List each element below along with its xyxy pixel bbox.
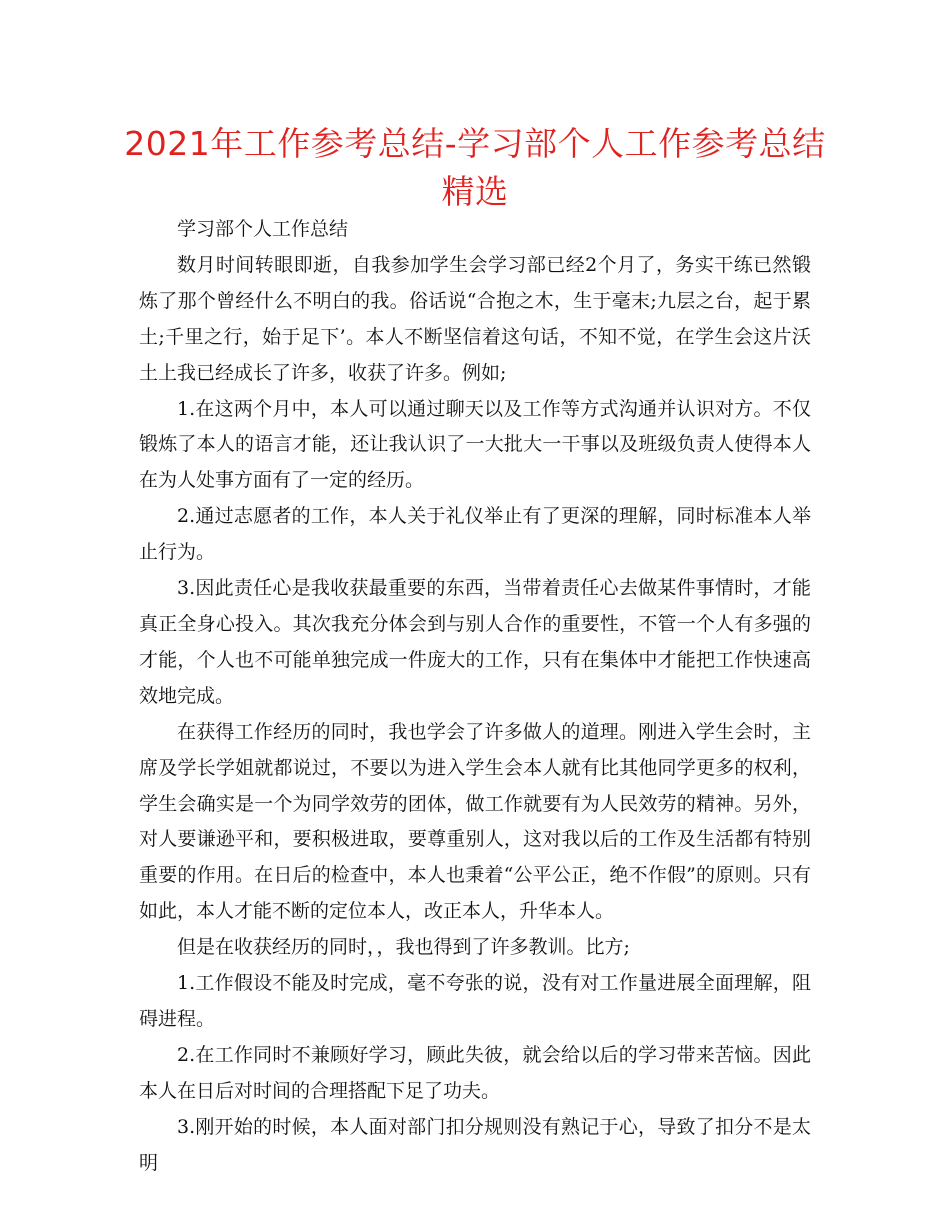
document-body <box>139 212 811 1181</box>
paragraph: 2.通过志愿者的工作，本人关于礼仪举止有了更深的理解，同时标准本人举止行为。 <box>139 505 811 564</box>
paragraph: 2.在工作同时不兼顾好学习，顾此失彼，就会给以后的学习带来苦恼。因此本人在日后对时间的合理搭配下足了功夫。 <box>139 1043 811 1102</box>
paragraph: 3.刚开始的时候，本人面对部门扣分规则没有熟记于心，导致了扣分不是太明 <box>139 1115 811 1174</box>
paragraph: 数月时间转眼即逝，自我参加学生会学习部已经2个月了，务实干练已然锻炼了那个曾经什么不明白的我。俗话说“合抱之木，生于毫末;九层之台，起于累土;千里之行，始于足下’。本人不断坚信着这句话，不知不觉，在学生会这片沃土上我已经成长了许多，收获了许多。例如; <box>139 253 811 384</box>
paragraph: 3.因此责任心是我收获最重要的东西，当带着责任心去做某件事情时，才能真正全身心投入。其次我充分体会到与别人合作的重要性，不管一个人有多强的才能，个人也不可能单独完成一件庞大的工作，只有在集体中才能把工作快速高效地完成。 <box>139 577 811 707</box>
paragraph: 但是在收获经历的同时，，我也得到了许多教训。比方; <box>177 936 630 959</box>
paragraph: 1.工作假设不能及时完成，毫不夸张的说，没有对工作量进展全面理解，阻碍进程。 <box>139 972 811 1030</box>
paragraph: 1.在这两个月中，本人可以通过聊天以及工作等方式沟通并认识对方。不仅锻炼了本人的语言才能，还让我认识了一大批大一干事以及班级负责人使得本人在为人处事方面有了一定的经历。 <box>139 397 811 492</box>
section-heading: 学习部个人工作总结 <box>177 218 349 240</box>
paragraph: 在获得工作经历的同时，我也学会了许多做人的道理。刚进入学生会时，主席及学长学姐就都说过，不要以为进入学生会本人就有比其他同学更多的权利，学生会确实是一个为同学效劳的团体，做工作就要有为人民效劳的精神。另外，对人要谦逊平和，要积极进取，要尊重别人，这对我以后的工作及生活都有特别重要的作用。在日后的检查中，本人也秉着“公平公正，绝不作假”的原则。只有如此，本人才能不断的定位本人，改正本人，升华本人。 <box>139 720 811 923</box>
document-title: 2021年工作参考总结-学习部个人工作参考总结精选 <box>124 124 826 211</box>
